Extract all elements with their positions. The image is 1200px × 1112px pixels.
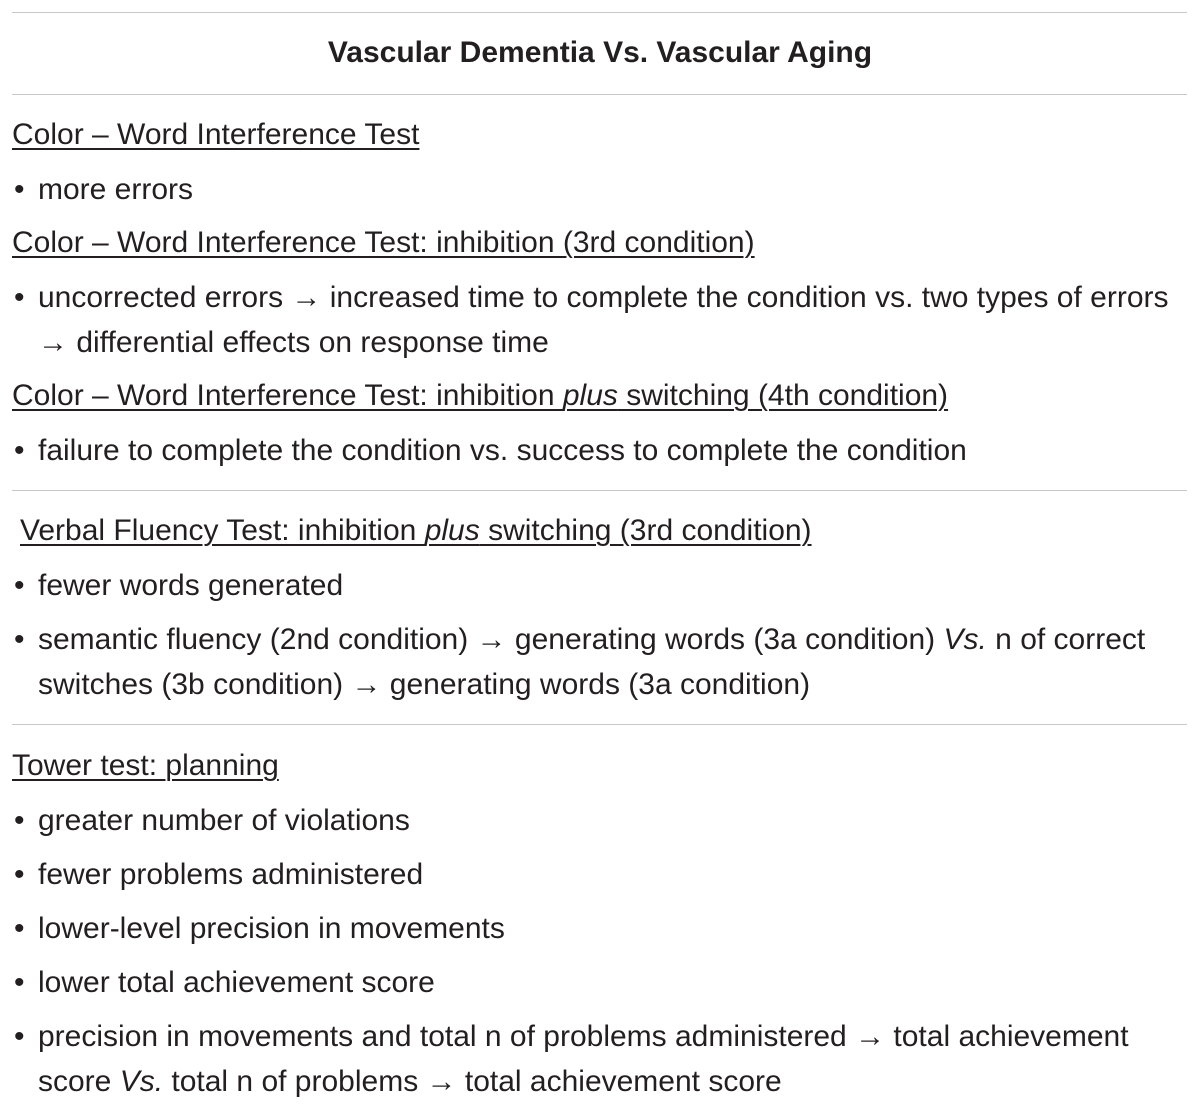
list-item: • uncorrected errors → increased time to complete the condition vs. two types of errors → differential effects on response time [12, 275, 1172, 365]
bullet-icon: • [14, 966, 25, 999]
bullet-icon: • [14, 912, 25, 945]
heading-color-word-test: Color – Word Interference Test [12, 118, 420, 151]
bullet-icon: • [14, 1020, 25, 1053]
section-divider-2 [12, 724, 1187, 725]
heading-color-word-inhibition-switching: Color – Word Interference Test: inhibition plus switching (4th condition) [12, 379, 949, 412]
table-title: Vascular Dementia Vs. Vascular Aging [327, 36, 873, 69]
list-item: • lower-level precision in movements [12, 906, 1172, 951]
list-item: • more errors [12, 167, 1172, 212]
bullet-icon: • [14, 173, 25, 206]
top-rule [12, 12, 1187, 13]
list-item: • fewer words generated [12, 563, 1172, 608]
list-item: • precision in movements and total n of problems administered → total achievement score Vs. total n of problems → total achievement score [12, 1014, 1172, 1104]
bullet-icon: • [14, 623, 25, 656]
list-item: • lower total achievement score [12, 960, 1172, 1005]
title-rule [12, 94, 1187, 95]
bullet-icon: • [14, 569, 25, 602]
bullet-icon: • [14, 434, 25, 467]
heading-color-word-inhibition: Color – Word Interference Test: inhibition (3rd condition) [12, 226, 755, 259]
list-item: • failure to complete the condition vs. success to complete the condition [12, 428, 1172, 473]
bullet-icon: • [14, 281, 25, 314]
heading-verbal-fluency: Verbal Fluency Test: inhibition plus switching (3rd condition) [20, 514, 812, 547]
list-item: • greater number of violations [12, 798, 1172, 843]
bullet-icon: • [14, 804, 25, 837]
list-item: • fewer problems administered [12, 852, 1172, 897]
heading-tower-test: Tower test: planning [12, 749, 279, 782]
list-item: • semantic fluency (2nd condition) → generating words (3a condition) Vs. n of correct switches (3b condition) → generating words (3a condition) [12, 617, 1172, 707]
bullet-icon: • [14, 858, 25, 891]
section-divider-1 [12, 490, 1187, 491]
